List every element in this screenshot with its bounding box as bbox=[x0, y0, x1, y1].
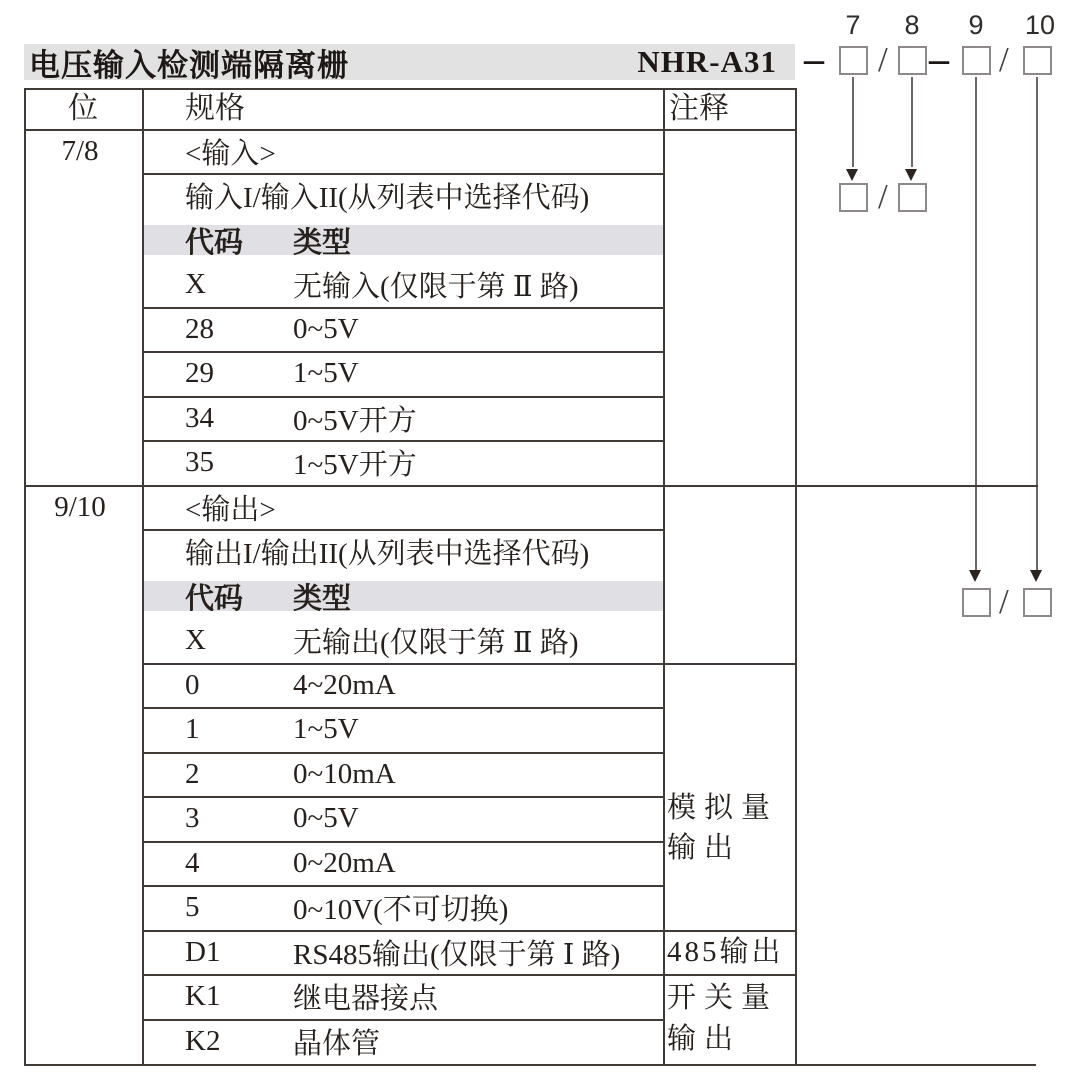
row-type: 1~5V bbox=[293, 713, 359, 745]
note-analog-line2: 输出 bbox=[667, 832, 742, 864]
note-switch-line1: 开关量 bbox=[667, 982, 779, 1014]
table-row bbox=[144, 796, 663, 841]
note-analog-line1: 模拟量 bbox=[667, 792, 779, 824]
code-box-digit-7 bbox=[839, 46, 868, 75]
row-type: RS485输出(仅限于第 Ⅰ 路) bbox=[293, 939, 621, 971]
table-row bbox=[144, 618, 663, 663]
group-hint-output: 输出I/输出II(从列表中选择代码) bbox=[185, 538, 590, 570]
row-type: 0~10V(不可切换) bbox=[293, 894, 509, 926]
row-type: 1~5V开方 bbox=[293, 449, 417, 481]
row-code: K1 bbox=[185, 980, 221, 1012]
title-bar bbox=[24, 44, 795, 83]
table-row bbox=[144, 707, 663, 752]
arrow-line-digit-10 bbox=[1036, 77, 1038, 570]
code-box-digit-9 bbox=[962, 46, 991, 75]
code-box-digit-8 bbox=[898, 46, 927, 75]
position-label-9-10: 9/10 bbox=[54, 491, 106, 523]
row-code: 5 bbox=[185, 891, 200, 923]
digit-label-7: 7 bbox=[845, 10, 861, 40]
table-row bbox=[144, 752, 663, 797]
arrow-line-digit-7 bbox=[852, 77, 854, 167]
row-code: 3 bbox=[185, 802, 200, 834]
row-code: 34 bbox=[185, 402, 214, 434]
table-row bbox=[144, 351, 663, 396]
row-code: 0 bbox=[185, 669, 200, 701]
table-row bbox=[144, 885, 663, 930]
row-type: 0~20mA bbox=[293, 847, 396, 879]
row-type: 0~5V bbox=[293, 313, 359, 345]
table-row bbox=[144, 262, 663, 307]
arrow-line-digit-8 bbox=[911, 77, 913, 167]
spec-group-label-row bbox=[144, 485, 663, 530]
note-485-output: 485输出 bbox=[667, 936, 784, 968]
column-header-note: 注释 bbox=[669, 92, 729, 125]
row-type: 1~5V bbox=[293, 357, 359, 389]
table-border-left bbox=[24, 88, 26, 1066]
row-code: 2 bbox=[185, 758, 200, 790]
spec-group-label-row bbox=[144, 129, 663, 174]
dash-separator-1: – bbox=[804, 36, 824, 81]
row-code: X bbox=[185, 268, 206, 300]
note-analog-output bbox=[667, 788, 795, 868]
table-row bbox=[144, 440, 663, 485]
slash-separator-output: / bbox=[999, 582, 1009, 621]
column-divider-spec-note bbox=[663, 88, 665, 1066]
table-row bbox=[144, 930, 663, 975]
table-row bbox=[144, 307, 663, 352]
type-column-header: 类型 bbox=[293, 583, 352, 615]
row-type: 无输出(仅限于第 Ⅱ 路) bbox=[293, 627, 579, 659]
code-column-header: 代码 bbox=[185, 227, 244, 259]
arrow-head-icon-9 bbox=[969, 570, 981, 582]
slash-separator-1: / bbox=[878, 40, 888, 79]
row-type: 晶体管 bbox=[293, 1028, 381, 1060]
note-switch-line2: 输出 bbox=[667, 1023, 742, 1055]
row-code: D1 bbox=[185, 936, 221, 968]
group-label-output: <输出> bbox=[185, 494, 276, 526]
input-code-box-8 bbox=[898, 183, 927, 212]
spec-group-hint-row bbox=[144, 173, 663, 218]
row-code: 4 bbox=[185, 847, 200, 879]
row-code: K2 bbox=[185, 1025, 221, 1057]
slash-separator-2: / bbox=[999, 40, 1009, 79]
arrow-head-icon-10 bbox=[1030, 570, 1042, 582]
model-number: NHR-A31 bbox=[637, 44, 777, 79]
row-code: 35 bbox=[185, 446, 214, 478]
row-type: 0~10mA bbox=[293, 758, 396, 790]
digit-label-10: 10 bbox=[1024, 10, 1056, 40]
code-column-header: 代码 bbox=[185, 583, 244, 615]
row-code: 1 bbox=[185, 713, 200, 745]
output-code-box-10 bbox=[1023, 588, 1052, 617]
table-row bbox=[144, 1019, 663, 1064]
note-switch-output bbox=[667, 978, 795, 1060]
type-column-header: 类型 bbox=[293, 227, 352, 259]
position-label-7-8: 7/8 bbox=[61, 135, 99, 167]
row-type: 无输入(仅限于第 Ⅱ 路) bbox=[293, 271, 579, 303]
digit-label-9: 9 bbox=[968, 10, 984, 40]
row-code: 28 bbox=[185, 313, 214, 345]
table-row bbox=[144, 841, 663, 886]
digit-label-8: 8 bbox=[904, 10, 920, 40]
output-code-box-9 bbox=[962, 588, 991, 617]
product-title: 电压输入检测端隔离栅 bbox=[29, 47, 349, 83]
dash-separator-2: – bbox=[929, 36, 949, 81]
input-code-box-7 bbox=[839, 183, 868, 212]
spec-group-hint-row bbox=[144, 529, 663, 574]
table-border-bottom bbox=[24, 1064, 1036, 1066]
column-header-position: 位 bbox=[68, 92, 98, 125]
row-type: 4~20mA bbox=[293, 669, 396, 701]
row-type: 0~5V bbox=[293, 802, 359, 834]
row-type: 继电器接点 bbox=[293, 983, 439, 1015]
row-type: 0~5V开方 bbox=[293, 405, 417, 437]
table-row bbox=[144, 396, 663, 441]
arrow-head-icon-8 bbox=[905, 169, 917, 181]
group-label-input: <输入> bbox=[185, 138, 276, 170]
group-hint-input: 输入I/输入II(从列表中选择代码) bbox=[185, 182, 590, 214]
row-code: X bbox=[185, 624, 206, 656]
column-header-spec: 规格 bbox=[185, 92, 245, 125]
code-box-digit-10 bbox=[1023, 46, 1052, 75]
row-code: 29 bbox=[185, 357, 214, 389]
table-border-right bbox=[795, 88, 797, 1066]
table-row bbox=[144, 663, 663, 708]
slash-separator-input: / bbox=[878, 177, 888, 216]
code-type-header-row bbox=[144, 574, 663, 619]
arrow-head-icon-7 bbox=[846, 169, 858, 181]
arrow-line-digit-9 bbox=[975, 77, 977, 570]
code-type-header-row bbox=[144, 218, 663, 263]
table-row bbox=[144, 974, 663, 1019]
